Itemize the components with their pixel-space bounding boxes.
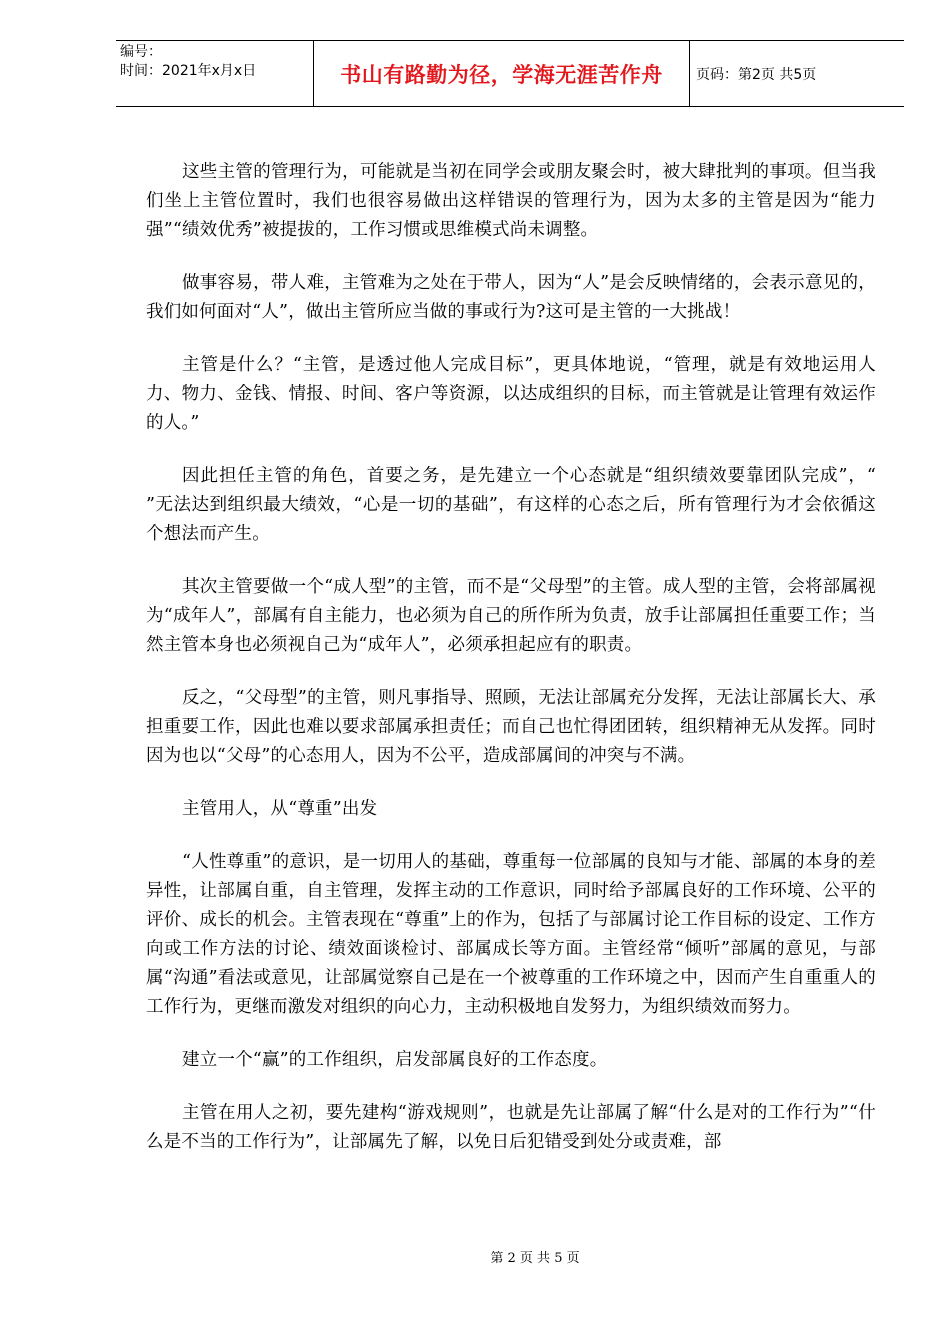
paragraph: 因此担任主管的角色，首要之务，是先建立一个心态就是“组织绩效要靠团队完成”，“ ”无法达到组织最大绩效，“心是一切的基础”，有这样的心态之后，所有管理行为才会依循这个想法而产生。 (146, 466, 876, 544)
document-body (146, 158, 876, 1181)
time-label: 时间：2021年x月x日 (120, 63, 257, 79)
paragraph: 做事容易，带人难，主管难为之处在于带人，因为“人”是会反映情绪的，会表示意见的，我们如何面对“人”，做出主管所应当做的事或行为?这可是主管的一大挑战！ (146, 273, 876, 322)
header-motto: 书山有路勤为径，学海无涯苦作舟 (314, 41, 690, 106)
paragraph: 主管是什么？“主管，是透过他人完成目标”，更具体地说，“管理，就是有效地运用人力、物力、金钱、情报、时间、客户等资源，以达成组织的目标，而主管就是让管理有效运作的人。” (146, 355, 876, 433)
page-footer: 第 2 页 共 5 页 (490, 1251, 580, 1266)
section-heading: 建立一个“赢”的工作组织，启发部属良好的工作态度。 (182, 1050, 608, 1070)
paragraph: 这些主管的管理行为，可能就是当初在同学会或朋友聚会时，被大肆批判的事项。但当我们坐上主管位置时，我们也很容易做出这样错误的管理行为，因为太多的主管是因为“能力强”“绩效优秀”被提拔的，工作习惯或思维模式尚未调整。 (146, 162, 876, 240)
paragraph: 主管在用人之初，要先建构“游戏规则”，也就是先让部属了解“什么是对的工作行为”“什么是不当的工作行为”，让部属先了解，以免日后犯错受到处分或责难，部 (146, 1103, 876, 1152)
header-meta (116, 41, 314, 106)
paragraph: 反之，“父母型”的主管，则凡事指导、照顾，无法让部属充分发挥，无法让部属长大、承担重要工作，因此也难以要求部属承担责任；而自己也忙得团团转，组织精神无从发挥。同时因为也以“父母”的心态用人，因为不公平，造成部属间的冲突与不满。 (146, 688, 876, 766)
paragraph: 其次主管要做一个“成人型”的主管，而不是“父母型”的主管。成人型的主管，会将部属视为“成年人”，部属有自主能力，也必须为自己的所作所为负责，放手让部属担任重要工作；当然主管本身也必须视自己为“成年人”，必须承担起应有的职责。 (146, 577, 876, 655)
document-header (116, 40, 904, 107)
number-label: 编号： (120, 44, 162, 60)
section-heading: 主管用人，从“尊重”出发 (182, 799, 378, 819)
header-page-info: 页码：第2页 共5页 (696, 66, 817, 83)
paragraph: “人性尊重”的意识，是一切用人的基础，尊重每一位部属的良知与才能、部属的本身的差异性，让部属自重，自主管理，发挥主动的工作意识，同时给予部属良好的工作环境、公平的评价、成长的机会。主管表现在“尊重”上的作为，包括了与部属讨论工作目标的设定、工作方向或工作方法的讨论、绩效面谈检讨、部属成长等方面。主管经常“倾听”部属的意见，与部属“沟通”看法或意见，让部属觉察自己是在一个被尊重的工作环境之中，因而产生自重重人的工作行为，更继而激发对组织的向心力，主动积极地自发努力，为组织绩效而努力。 (146, 852, 876, 1017)
